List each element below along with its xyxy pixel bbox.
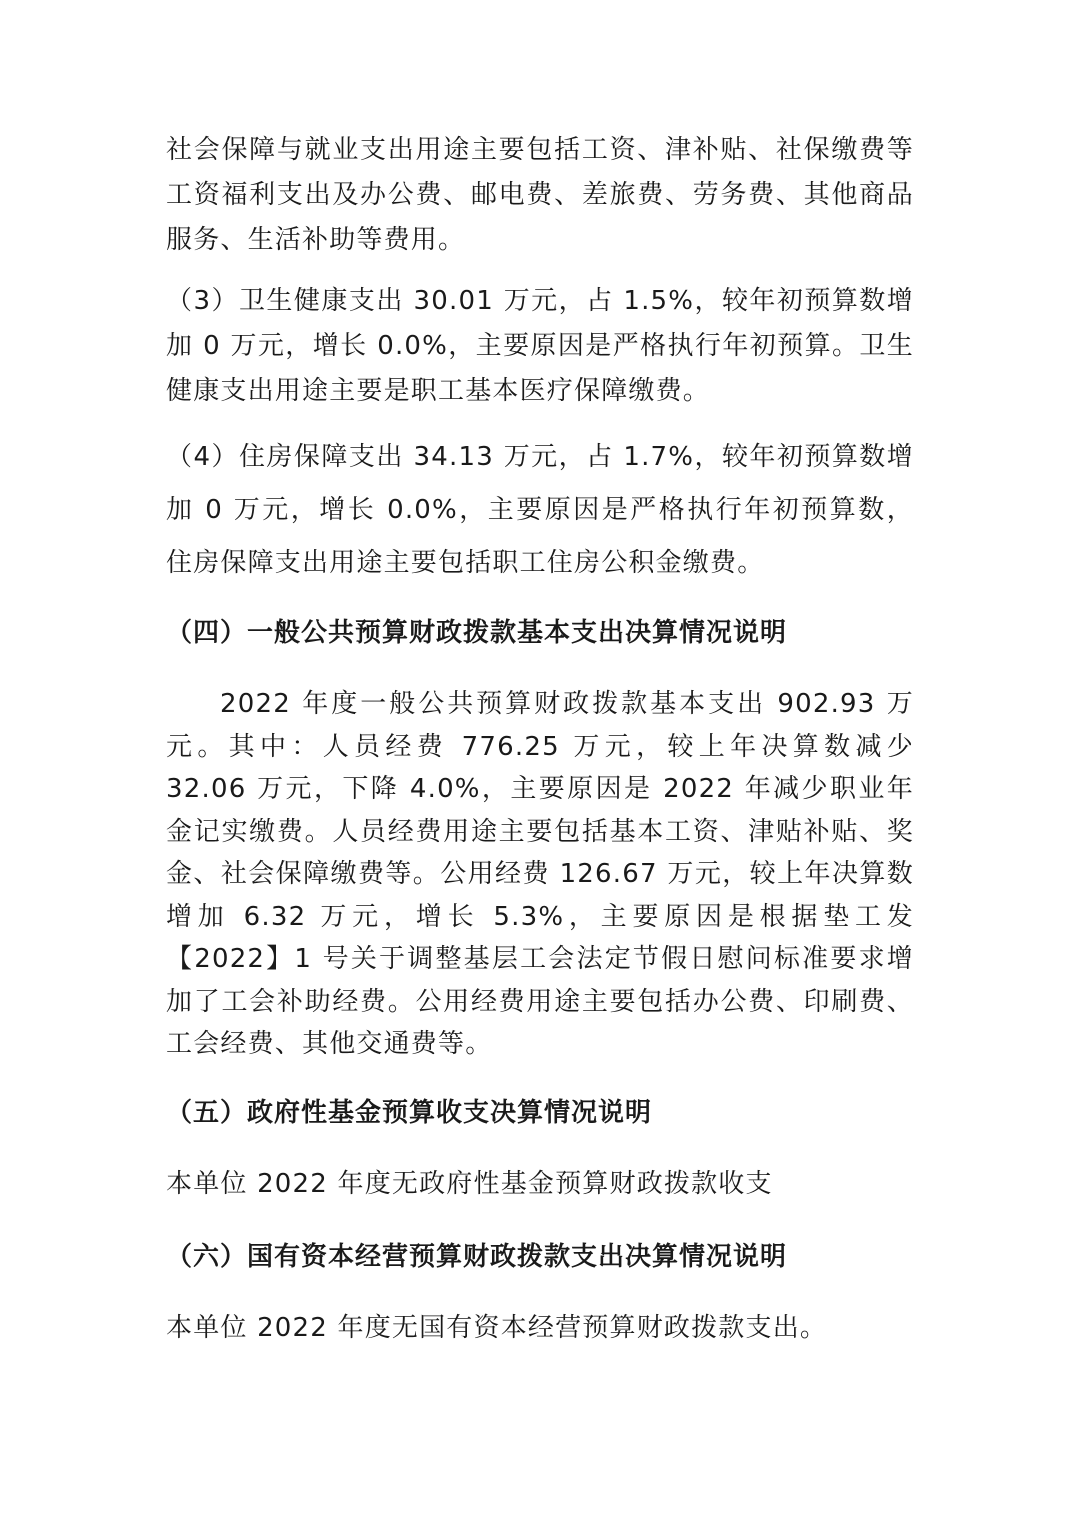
state-capital-paragraph: 本单位 2022 年度无国有资本经营预算财政拨款支出。 [166,1313,828,1343]
section-heading-state-capital: （六）国有资本经营预算财政拨款支出决算情况说明 [166,1242,788,1272]
health-expenditure-paragraph: （3）卫生健康支出 30.01 万元，占 1.5%，较年初预算数增加 0 万元，增长 0.0%，主要原因是严格执行年初预算。卫生健康支出用途主要是职工基本医疗保障缴费。 [166,286,914,406]
government-fund-paragraph: 本单位 2022 年度无政府性基金预算财政拨款收支 [166,1169,773,1199]
social-security-usage-paragraph: 社会保障与就业支出用途主要包括工资、津补贴、社保缴费等工资福利支出及办公费、邮电费、差旅费、劳务费、其他商品服务、生活补助等费用。 [166,135,914,255]
basic-expenditure-paragraph: 2022 年度一般公共预算财政拨款基本支出 902.93 万元。其中：人员经费 776.25 万元，较上年决算数减少 32.06 万元，下降 4.0%，主要原因是 2022 年减少职业年金记实缴费。人员经费用途主要包括基本工资、津贴补贴、奖金、社会保障缴费等。公用经费 126.67 万元，较上年决算数增加 6.32 万元，增长 5.3%，主要原因是根据垫工发【2022】1 号关于调整基层工会法定节假日慰问标准要求增加了工会补助经费。公用经费用途主要包括办公费、印刷费、工会经费、其他交通费等。 [166,689,914,1059]
section-heading-government-fund: （五）政府性基金预算收支决算情况说明 [166,1098,653,1128]
section-heading-basic-expenditure: （四）一般公共预算财政拨款基本支出决算情况说明 [166,618,788,648]
housing-expenditure-paragraph: （4）住房保障支出 34.13 万元，占 1.7%，较年初预算数增加 0 万元，增长 0.0%，主要原因是严格执行年初预算数， 住房保障支出用途主要包括职工住房公积金缴费。 [166,442,914,578]
